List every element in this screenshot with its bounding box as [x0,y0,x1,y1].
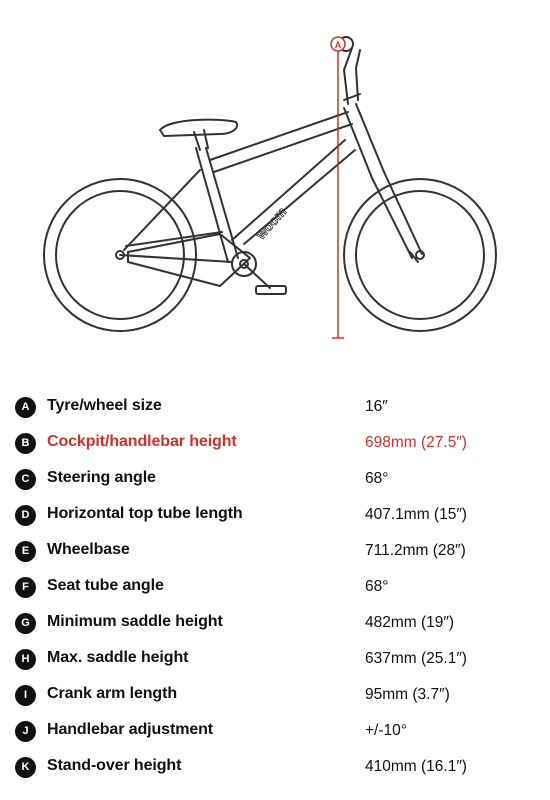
spec-label: Stand-over height [47,757,182,774]
spec-row [0,712,550,748]
spec-letter-badge: C [15,469,36,490]
spec-value: 95mm (3.7″) [365,686,450,703]
spec-letter-badge: E [15,541,36,562]
spec-label: Tyre/wheel size [47,397,162,414]
spec-row [0,640,550,676]
spec-row [0,748,550,784]
spec-row [0,676,550,712]
spec-label: Steering angle [47,469,156,486]
spec-label: Max. saddle height [47,649,189,666]
spec-letter-badge: F [15,577,36,598]
spec-label: Cockpit/handlebar height [47,433,237,450]
spec-label: Minimum saddle height [47,613,223,630]
spec-letter-badge: J [15,721,36,742]
measurement-marker-label: A [334,40,342,50]
spec-value: 410mm (16.1″) [365,758,467,775]
spec-row [0,604,550,640]
spec-label: Crank arm length [47,685,177,702]
spec-row [0,496,550,532]
crankset [232,252,286,294]
spec-label: Handlebar adjustment [47,721,214,738]
spec-value: 637mm (25.1″) [365,650,467,667]
spec-value: 711.2mm (28″) [365,542,466,559]
spec-letter-badge: B [15,433,36,454]
spec-letter-badge: K [15,757,36,778]
handlebar-height-indicator [331,37,345,338]
spec-letter-badge: I [15,685,36,706]
spec-label: Horizontal top tube length [47,505,243,522]
spec-row [0,532,550,568]
spec-letter-badge: H [15,649,36,670]
spec-row [0,460,550,496]
front-wheel [344,179,496,331]
spec-letter-badge: G [15,613,36,634]
spec-row [0,424,550,460]
saddle [160,120,237,150]
spec-value: 482mm (19″) [365,614,455,631]
brand-logo: woom [253,204,290,243]
spec-value: 407.1mm (15″) [365,506,467,523]
spec-value: 16″ [365,398,388,415]
spec-label: Wheelbase [47,541,130,558]
spec-value: +/-10° [365,722,407,739]
spec-label: Seat tube angle [47,577,164,594]
spec-row [0,388,550,424]
spec-value: 68° [365,470,389,487]
spec-letter-badge: A [15,397,36,418]
spec-letter-badge: D [15,505,36,526]
spec-list [0,388,550,784]
bike-diagram [0,0,550,380]
spec-value: 698mm (27.5″) [365,434,467,451]
spec-row [0,568,550,604]
spec-value: 68° [365,578,389,595]
